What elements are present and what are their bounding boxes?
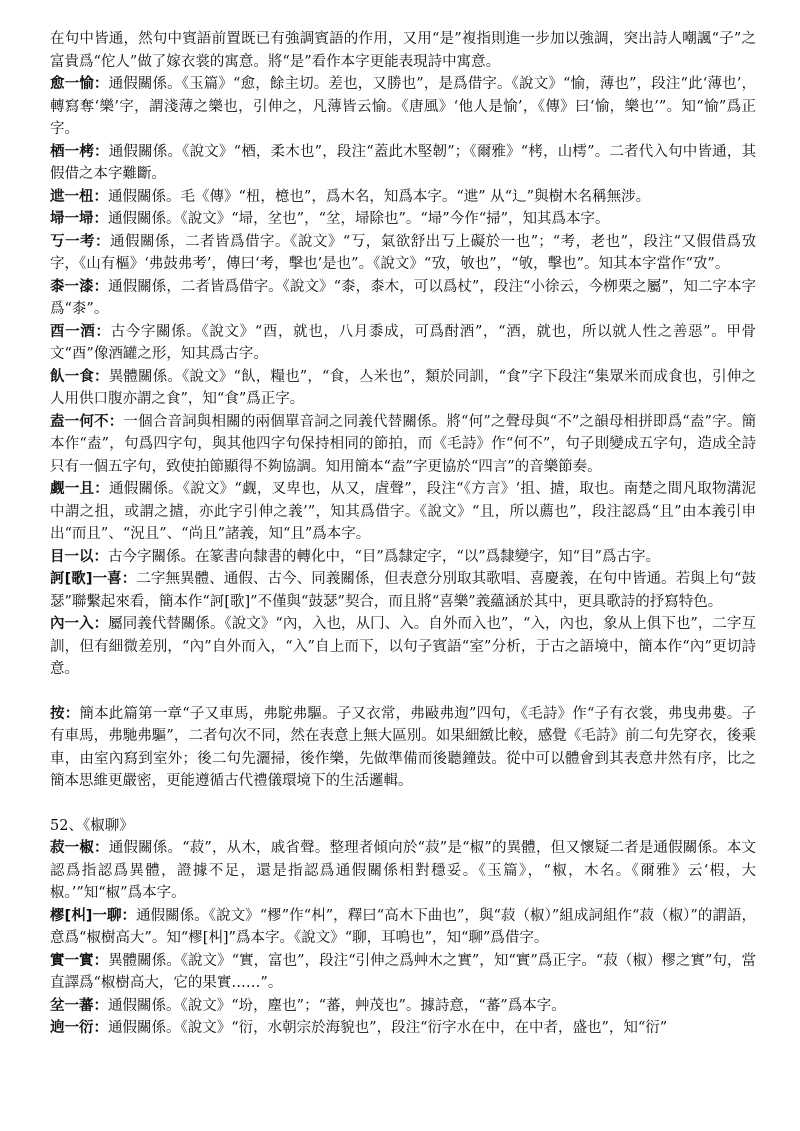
entry-term: 觑一且： [50, 481, 109, 497]
entry-term: 梄一栲： [50, 143, 109, 160]
entry-body: 通假關係。《玉篇》“愈，餘主切。差也，又勝也”，是爲借字。《說文》“愉，薄也”，段注“此‘薄也’，轉寫奪‘樂’字，謂淺薄之樂也，引伸之，凡薄皆云愉。《唐風》‘他人是愉’，《傳》曰‘愉，樂也’”。知“愉”爲正字。 [50, 76, 757, 137]
glossary-entry [50, 231, 756, 276]
entry-term: 埽一埽： [50, 211, 108, 227]
entry-body: 通假關係，二者皆爲借字。《說文》“桼，桼木，可以爲杖”，段注“小徐云，今栁栗之屬”，知二字本字爲“桼”。 [50, 278, 756, 317]
intro-paragraph: 在句中皆通，然句中賓語前置既已有強調賓語的作用，又用“是”複指則進一步加以強調，突出詩人嘲諷“子”之富貴爲“佗人”做了嫁衣裳的寓意。將“是”看作本字更能表現詩中寓意。 [50, 31, 756, 70]
glossary-list-a [50, 73, 756, 681]
entry-body: 通假關係。《說文》“樛”作“朻”，釋曰“高木下曲也”，與“菽（椒）”組成詞組作“菽（椒）”的謂語，意爲“椒樹高大”。知“樛[朻]”爲本字。《說文》“聊，耳鳴也”，知“聊”爲借字。 [50, 907, 756, 946]
glossary-entry [50, 1017, 756, 1040]
entry-term: 丂一考： [50, 233, 111, 250]
entry-body: 古今字關係。在篆書向隸書的轉化中，“目”爲隸定字，“以”爲隸變字，知“目”爲古字。 [108, 548, 660, 565]
entry-term: 逈一衍： [50, 1020, 108, 1036]
glossary-entry [50, 950, 756, 995]
glossary-entry [50, 995, 756, 1018]
section-title: 52、《椒聊》 [50, 817, 134, 834]
entry-body: 通假關係。《說文》“坋，塵也”；“蕃，艸茂也”。據詩意，“蕃”爲本字。 [108, 997, 566, 1014]
entry-term: 愈一愉： [50, 76, 109, 92]
glossary-entry [50, 141, 756, 186]
entry-body: 古今字關係。《說文》“酉，就也，八月黍成，可爲酎酒”，“酒，就也，所以就人性之善惡”。甲骨文“酉”像酒罐之形，知其爲古字。 [50, 323, 756, 362]
glossary-entry [50, 478, 756, 546]
entry-term: 酉一酒： [50, 323, 111, 340]
glossary-entry [50, 905, 756, 950]
entry-term: 坌一蕃： [50, 997, 108, 1014]
glossary-entry [50, 546, 756, 569]
entry-term: 盍一何不： [50, 413, 124, 430]
entry-term: 迣一杻： [50, 188, 108, 205]
entry-term: 樛[朻]一聊： [50, 907, 137, 924]
glossary-entry [50, 411, 756, 479]
glossary-list-b [50, 837, 756, 1040]
entry-body: 異體關係。《說文》“實，富也”，段注“引伸之爲艸木之實”，知“實”爲正字。“菽（椒）樛之實”句，當直譯爲“椒樹高大，它的果實……”。 [50, 952, 757, 991]
note-label: 按： [50, 705, 80, 722]
entry-body: 通假關係。《說文》“埽，坌也”，“坌，埽除也”。“埽”今作“掃”，知其爲本字。 [108, 211, 610, 227]
entry-body: 通假關係。毛《傳》“杻，檍也”，爲木名，知爲本字。“迣” 从“辶”與樹木名稱無涉。 [108, 188, 651, 205]
entry-body: 通假關係。《說文》“衍，水朝宗於海貌也”，段注“衍字水在中，在中者，盛也”，知“衍” [108, 1020, 668, 1036]
glossary-entry [50, 276, 756, 321]
entry-body: 通假關係，二者皆爲借字。《說文》“丂，氣欲舒出丂上礙於一也”；“考，老也”，段注“又假借爲攷字，《山有樞》‘弗鼓弗考’，傳曰‘考，擊也’是也”。《說文》“攷，敂也”，“敂，擊也”。知其本字當作“攷”。 [50, 233, 756, 272]
glossary-entry [50, 321, 756, 366]
entry-term: 菽一椒： [50, 840, 109, 856]
entry-body: 一個合音詞與相關的兩個單音詞之同義代替關係。將“何”之聲母與“不”之韻母相拼即爲“盍”字。簡本作“盍”，句爲四字句，與其他四字句保持相同的節拍，而《毛詩》作“何不”，句子則變成五字句，造成全詩只有一個五字句，致使拍節顯得不夠協調。知用簡本“盍”字更協於“四言”的音樂節奏。 [50, 413, 756, 475]
note-body: 簡本此篇第一章“子又車馬，弗駝弗驅。子又衣常，弗敺弗迿”四句，《毛詩》作“子有衣裳，弗曳弗婁。子有車馬，弗馳弗驅”，二者句次不同，然在表意上無大區別。如果細緻比較，感覺《毛詩》前二句先穿衣，後乘車，由室內寫到室外；後二句先灑掃，後作樂，先做準備而後聽鐘鼓。從中可以體會到其表意井然有序，比之簡本思維更嚴密，更能遵循古代禮儀環境下的生活邏輯。 [50, 705, 757, 789]
glossary-entry [50, 208, 756, 231]
entry-body: 通假關係。“菽”，从木，戚省聲。整理者傾向於“菽”是“椒”的異體，但又懷疑二者是通假關係。本文認爲指認爲異體，證據不足，還是指認爲通假關係相對穩妥。《玉篇》，“椒，木名。《爾雅》云‘椵，大椒。’”知“椒”爲本字。 [50, 840, 757, 901]
glossary-entry [50, 73, 756, 141]
glossary-entry [50, 837, 756, 905]
entry-body: 異體關係。《說文》“飤，糧也”，“食，亼米也”，類於同訓，“食”字下段注“集眾米而成食也，引伸之人用供口腹亦謂之食”，知“食”爲正字。 [50, 368, 757, 407]
entry-term: 實一實： [50, 952, 109, 969]
glossary-entry [50, 568, 756, 613]
entry-term: 桼一漆： [50, 278, 109, 295]
entry-body: 二字無異體、通假、古今、同義關係，但表意分別取其歌唱、喜慶義，在句中皆通。若與上句“鼓瑟”聯繫起來看，簡本作“訶[歌]”不僅與“鼓瑟”契合，而且將“喜樂”義蘊涵於其中，更具歌詩的抒寫特色。 [50, 571, 756, 610]
entry-body: 通假關係。《說文》“梄，柔木也”，段注“蓋此木堅韌”；《爾雅》“栲，山樗”。二者代入句中皆通，其假借之本字難斷。 [50, 143, 757, 182]
glossary-entry [50, 366, 756, 411]
entry-term: 目一以： [50, 548, 108, 565]
glossary-entry [50, 613, 756, 681]
glossary-entry [50, 186, 756, 209]
paragraph-gap [50, 681, 756, 703]
entry-term: 訶[歌]一喜： [50, 571, 137, 587]
entry-body: 屬同義代替關係。《說文》“內，入也，从冂、入。自外而入也”，“入，內也，象从上俱下也”，二字互訓，但有細微差別，“內”自外而入，“入”自上而下，以句子賓語“室”分析，于古之語境中，簡本作“內”更切詩意。 [50, 616, 756, 677]
paragraph-gap [50, 793, 756, 815]
entry-term: 飤一食： [50, 368, 109, 385]
entry-body: 通假關係。《說文》“觑，叉卑也，从又，虘聲”，段注“《方言》‘抯、摣，取也。南楚之間凡取物溝泥中謂之抯，或謂之摣，亦此字引伸之義’”，知其爲借字。《說文》“且，所以薦也”，段注認爲“且”由本義引申出“而且”、“況且”、“尚且”諸義，知“且”爲本字。 [50, 481, 757, 542]
editor-note [50, 703, 756, 793]
entry-term: 內一入： [50, 616, 109, 632]
